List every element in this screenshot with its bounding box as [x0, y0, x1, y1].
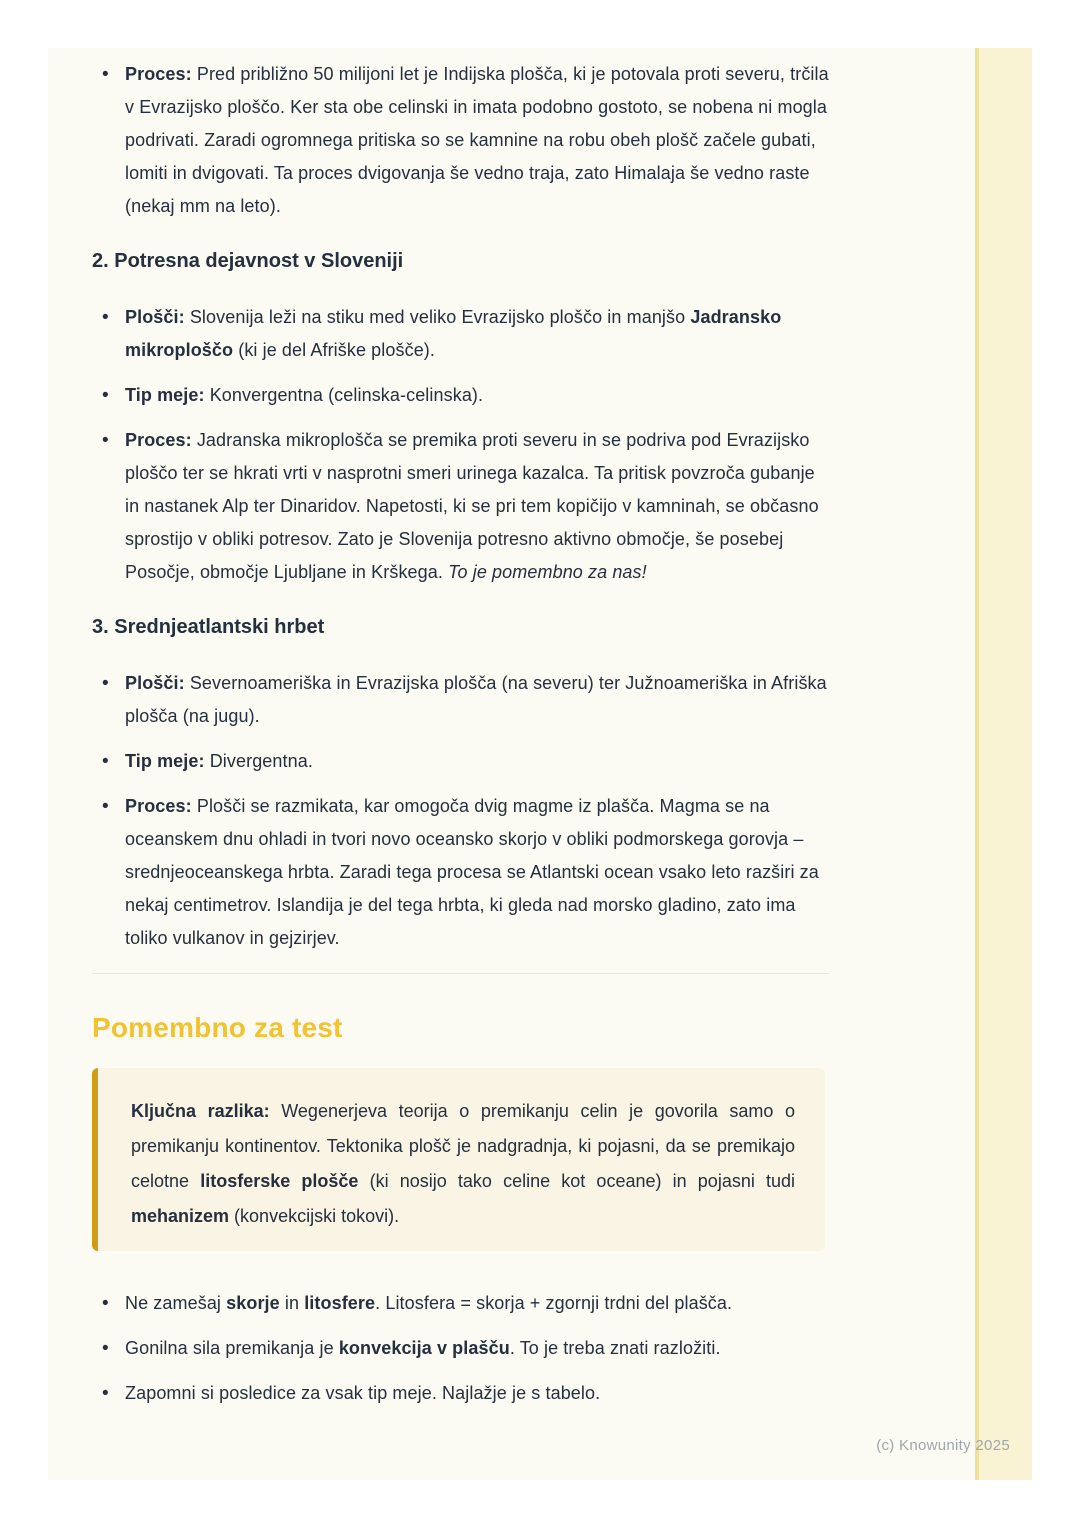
text-segment: Jadranska mikroplošča se premika proti severu in se podriva pod Evrazijsko ploščo ter se hkrati vrti v nasprotni smeri urinega kazalca. Ta pritisk povzroča gubanje in nastanek Alp ter Dinaridov. Napetosti, ki se pri tem kopičijo v kamninah, se občasno sprostijo v obliki potresov. Zato je Slovenija potresno aktivno območje, še posebej Posočje, območje Ljubljane in Krškega. [125, 430, 819, 582]
text-segment: . To je treba znati razložiti. [509, 1338, 721, 1358]
bold-text: Proces: [125, 64, 192, 84]
text-segment: (ki je del Afriške plošče). [233, 340, 435, 360]
bold-text: mehanizem [131, 1206, 230, 1226]
bold-text: skorje [226, 1293, 280, 1313]
text-segment: in [279, 1293, 305, 1313]
callout-text [131, 1094, 795, 1234]
section-heading: 3. Srednjeatlantski hrbet [92, 616, 325, 638]
bold-text: Jadransko mikroploščo [125, 307, 782, 360]
text-segment: Gonilna sila premikanja je [125, 1338, 339, 1358]
list-item [92, 301, 829, 367]
list-item [92, 790, 829, 955]
text-segment: Slovenija leži na stiku med veliko Evrazijsko ploščo in manjšo [184, 307, 691, 327]
text-segment: Wegenerjeva teorija o premikanju celin je govorila samo o premikanju kontinentov. Tektonika plošč je nadgradnja, ki pojasni, da se premikajo celotne [131, 1101, 795, 1191]
list-item [92, 424, 829, 589]
list-item [92, 58, 829, 223]
text-segment: (ki nosijo tako celine kot oceane) in pojasni tudi [358, 1171, 796, 1191]
italic-text: To je pomembno za nas! [448, 562, 647, 582]
bold-text: Tip meje: [125, 385, 205, 405]
list-item [92, 1287, 829, 1320]
list-item [92, 1332, 829, 1365]
list-item [92, 1377, 829, 1410]
watermark: (c) Knowunity 2025 [876, 1437, 1010, 1454]
bold-text: Tip meje: [125, 751, 205, 771]
document-content [92, 48, 829, 1410]
text-segment: Plošči se razmikata, kar omogoča dvig magme iz plašča. Magma se na oceanskem dnu ohladi in tvori novo oceansko skorjo v obliki podmorskega gorovja – srednjeoceanskega hrbta. Zaradi tega procesa se Atlantski ocean vsako leto razširi za nekaj centimetrov. Islandija je del tega hrbta, ki gleda nad morsko gladino, zato ima toliko vulkanov in gejzirjev. [125, 796, 819, 948]
bold-text: konvekcija v plašču [338, 1338, 510, 1358]
text-segment: (konvekcijski tokovi). [229, 1206, 400, 1226]
text-segment: . Litosfera = skorja + zgornji trdni del plašča. [375, 1293, 733, 1313]
bold-text: litosferske plošče [200, 1171, 359, 1191]
bold-text: Plošči: [125, 673, 185, 693]
list-item [92, 745, 829, 778]
important-heading: Pomembno za test [92, 1012, 343, 1043]
text-segment: Ne zamešaj [125, 1293, 227, 1313]
bullet-list [92, 667, 829, 955]
list-item [92, 667, 829, 733]
bullet-list [92, 301, 829, 589]
bold-text: Ključna razlika: [131, 1101, 270, 1121]
text-segment: Konvergentna (celinska-celinska). [204, 385, 484, 405]
bold-text: Plošči: [125, 307, 185, 327]
bold-text: Proces: [125, 796, 192, 816]
bullet-list [92, 58, 829, 223]
text-segment: Divergentna. [204, 751, 313, 771]
section-heading: 2. Potresna dejavnost v Sloveniji [92, 250, 404, 272]
bold-text: litosfere [304, 1293, 376, 1313]
list-item [92, 379, 829, 412]
text-segment: Pred približno 50 milijoni let je Indijska plošča, ki je potovala proti severu, trčila v Evrazijsko ploščo. Ker sta obe celinski in imata podobno gostoto, se nobena ni mogla podrivati. Zaradi ogromnega pritiska so se kamnine na robu obeh plošč začele gubati, lomiti in dvigovati. Ta proces dvigovanja še vedno traja, zato Himalaja še vedno raste (nekaj mm na leto). [125, 64, 829, 216]
text-segment: Zapomni si posledice za vsak tip meje. Najlažje je s tabelo. [125, 1383, 601, 1403]
bullet-list [92, 1287, 829, 1410]
callout-box [92, 1068, 825, 1251]
text-segment: Severnoameriška in Evrazijska plošča (na severu) ter Južnoameriška in Afriška plošča (na jugu). [125, 673, 827, 726]
bold-text: Proces: [125, 430, 192, 450]
divider [92, 973, 829, 974]
accent-stripe [975, 48, 1032, 1480]
